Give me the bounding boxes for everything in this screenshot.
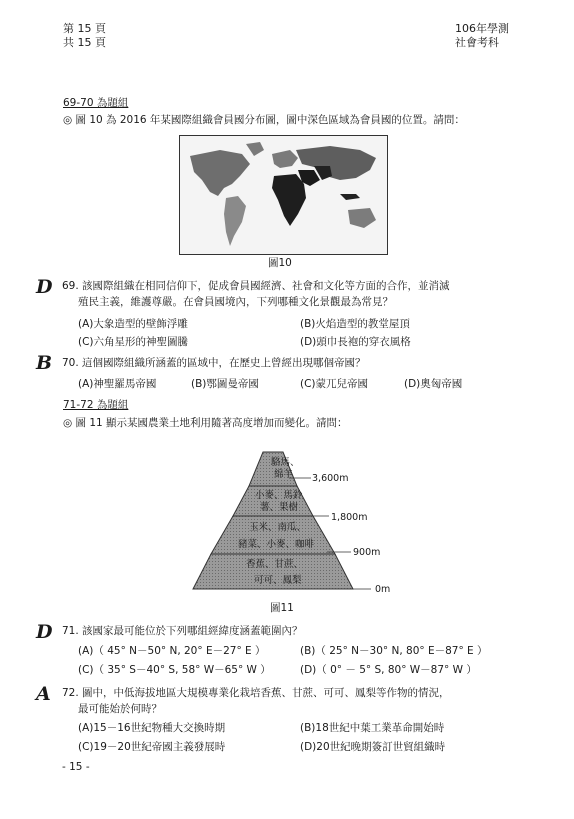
pyramid-level2-label1: 小麥、馬鈴 xyxy=(255,490,303,501)
q71-option-d: (D)（ 0° － 5° S, 80° W－87° W ） xyxy=(300,664,477,676)
q70-handwritten-answer: B xyxy=(36,352,53,374)
q72-option-a: (A)15－16世紀物種大交換時期 xyxy=(78,722,226,734)
page-number: 第 15 頁 xyxy=(63,22,106,35)
q72-stem-line2: 最可能始於何時？ xyxy=(78,703,162,715)
pyramid-level2-label2: 薯、果樹 xyxy=(260,502,299,513)
group-intro-69-70: ◎ 圖 10 為 2016 年某國際組織會員國分布圖，圖中深色區域為會員國的位置。請問： xyxy=(63,114,465,126)
q69-stem-line2: 殖民主義，維護尊嚴。在會員國境內，下列哪種文化景觀最為常見？ xyxy=(78,296,393,308)
q72-option-d: (D)20世紀晚期簽訂世貿組織時 xyxy=(300,741,446,753)
pyramid-level3-label2: 豬菜、小麥、咖啡 xyxy=(238,539,315,550)
group-title-71-72: 71-72 為題組 xyxy=(63,399,129,411)
q70-option-d: (D)奧匈帝國 xyxy=(404,378,463,390)
q69-option-b: (B)火焰造型的教堂屋頂 xyxy=(300,318,410,330)
q72-stem-line1: 72. 圖中，中低海拔地區大規模專業化栽培香蕉、甘蔗、可可、鳳梨等作物的情況， xyxy=(62,687,450,699)
alt-label-1800: 1,800m xyxy=(331,512,368,523)
exam-title: 106年學測 xyxy=(455,22,509,35)
pyramid-top-label2: 綿羊 xyxy=(274,469,294,480)
q69-option-c: (C)六角星形的神聖圖騰 xyxy=(78,336,189,348)
q70-option-b: (B)鄂圖曼帝國 xyxy=(191,378,259,390)
q69-stem-line1: 69. 該國際組織在相同信仰下，促成會員國經濟、社會和文化等方面的合作，並消滅 xyxy=(62,280,450,292)
q69-handwritten-answer: D xyxy=(36,276,53,298)
q69-option-d: (D)頭巾長袍的穿衣風格 xyxy=(300,336,411,348)
q71-option-a: (A)（ 45° N－50° N, 20° E－27° E ） xyxy=(78,645,266,657)
footer-page-number: - 15 - xyxy=(62,761,90,773)
pyramid-top-label1: 駱馬、 xyxy=(271,457,300,468)
alt-label-0: 0m xyxy=(375,584,391,595)
subject-title: 社會考科 xyxy=(455,36,499,49)
q70-stem-line1: 70. 這個國際組織所涵蓋的區域中，在歷史上曾經出現哪個帝國？ xyxy=(62,357,366,369)
total-pages: 共 15 頁 xyxy=(63,36,106,49)
world-map-svg xyxy=(180,136,387,254)
group-intro-71-72: ◎ 圖 11 顯示某國農業土地利用隨著高度增加而變化。請問： xyxy=(63,417,348,429)
q71-handwritten-answer: D xyxy=(36,621,53,643)
pyramid-level3-label1: 玉米、南瓜、 xyxy=(249,522,307,533)
q72-option-c: (C)19－20世紀帝國主義發展時 xyxy=(78,741,226,753)
q71-option-c: (C)（ 35° S－40° S, 58° W－65° W ） xyxy=(78,664,271,676)
world-map-figure xyxy=(179,135,388,255)
alt-label-3600: 3,600m xyxy=(312,473,349,484)
group-title-69-70: 69-70 為題組 xyxy=(63,97,129,109)
figure-11-caption: 圖11 xyxy=(270,602,294,614)
alt-label-900: 900m xyxy=(353,547,381,558)
q72-handwritten-answer: A xyxy=(36,683,51,705)
q72-option-b: (B)18世紀中葉工業革命開始時 xyxy=(300,722,445,734)
q71-stem-line1: 71. 該國家最可能位於下列哪組經緯度涵蓋範圍內？ xyxy=(62,625,303,637)
q69-option-a: (A)大象造型的壁飾浮雕 xyxy=(78,318,188,330)
q70-option-c: (C)蒙兀兒帝國 xyxy=(300,378,369,390)
pyramid-bottom-label1: 香蕉、甘蔗、 xyxy=(246,559,304,570)
q70-option-a: (A)神聖羅馬帝國 xyxy=(78,378,157,390)
q71-option-b: (B)（ 25° N－30° N, 80° E－87° E ） xyxy=(300,645,488,657)
pyramid-bottom-label2: 可可、鳳梨 xyxy=(254,575,302,586)
figure-10-caption: 圖10 xyxy=(268,257,292,269)
